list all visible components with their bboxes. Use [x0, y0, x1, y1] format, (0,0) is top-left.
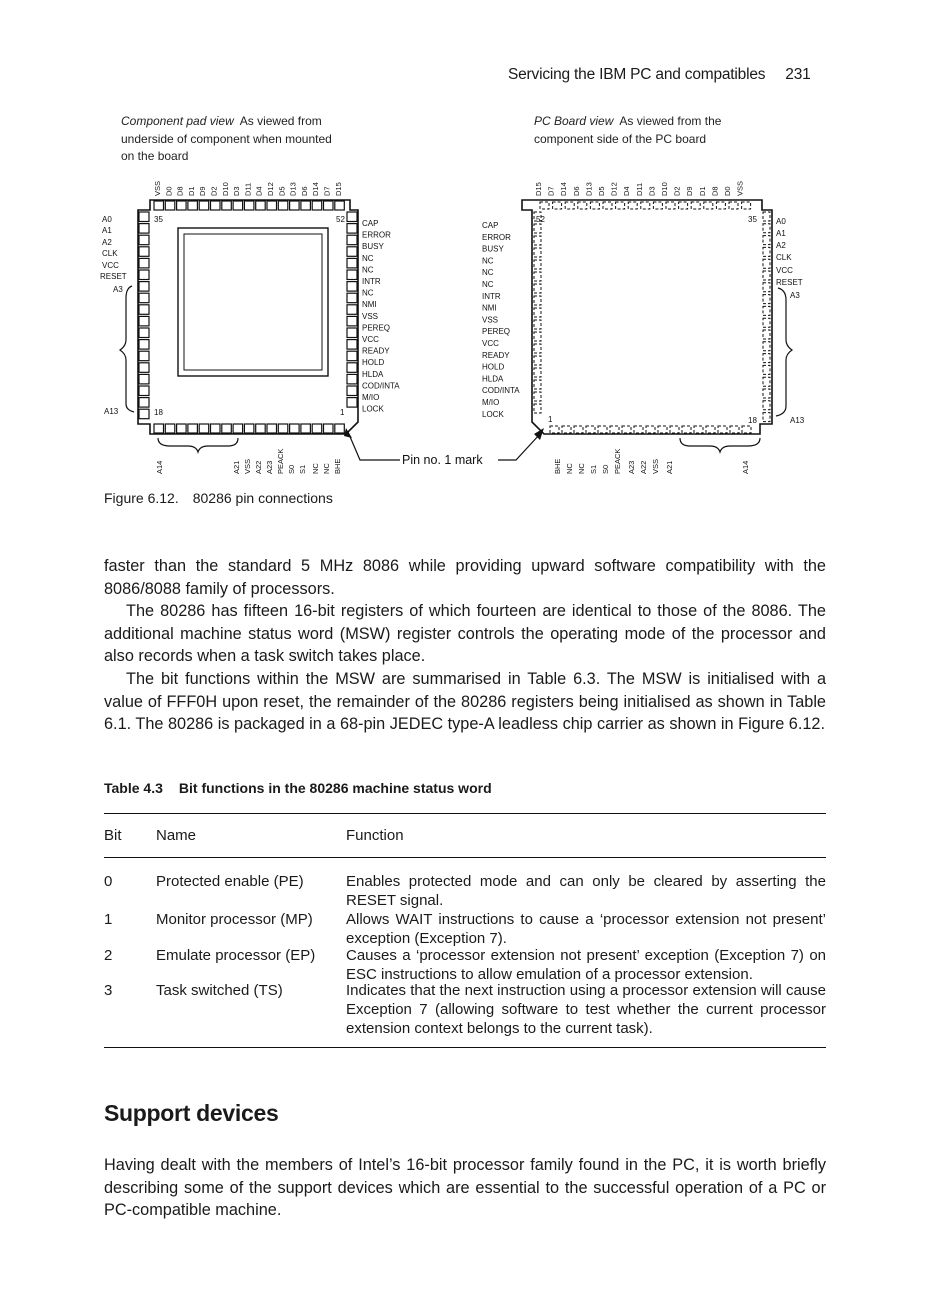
svg-text:A3: A3 — [790, 291, 800, 300]
cell-name: Protected enable (PE) — [156, 873, 304, 890]
cell-name: Monitor processor (MP) — [156, 911, 313, 928]
svg-text:52: 52 — [536, 215, 545, 224]
paragraph: Having dealt with the members of Intel’s 16-bit processor family found in the PC, it is worth briefly describing some of the support devices which are essential to the successful operation of a PC or PC-compatible machine. — [104, 1156, 826, 1220]
pin-label: BUSY — [362, 242, 384, 252]
section-paragraph — [104, 1154, 826, 1222]
table-title — [104, 780, 492, 796]
pin-label: VCC — [362, 335, 379, 344]
header-function: Function — [346, 827, 404, 844]
pin-label: INTR — [482, 291, 501, 301]
pin-label: VSS — [153, 180, 162, 196]
svg-text:35: 35 — [154, 215, 163, 224]
left-view-label: Component pad view — [121, 114, 234, 128]
pin-label: D0 — [723, 186, 732, 196]
table-caption: Bit functions in the 80286 machine status word — [178, 780, 492, 796]
pin-label: D7 — [546, 186, 556, 196]
cell-function: Enables protected mode and can only be cleared by asserting the RESET signal. — [346, 873, 826, 909]
pin-label: D2 — [209, 186, 219, 196]
cell-name: Task switched (TS) — [156, 982, 283, 999]
header-bit: Bit — [104, 827, 122, 844]
pin-label: ERROR — [362, 230, 391, 240]
pin-label: A21 — [665, 460, 674, 474]
pin-label: BUSY — [482, 244, 504, 254]
svg-text:52: 52 — [336, 215, 345, 224]
pin-label: VCC — [482, 339, 499, 348]
table-header-rule — [104, 857, 826, 858]
table-top-rule — [104, 813, 826, 814]
table-header-row — [104, 826, 826, 846]
pin-label: NC — [482, 256, 494, 266]
pin-label: D14 — [559, 182, 569, 196]
pin-label: A0 — [102, 215, 112, 224]
right-caption-line: component side of the PC board — [534, 131, 707, 146]
pin-label: D9 — [198, 186, 208, 196]
table-label: Table 4.3 — [104, 780, 163, 796]
right-chip-outline — [522, 200, 772, 434]
table-row — [104, 872, 826, 910]
section-heading: Support devices — [104, 1100, 279, 1126]
figure-title: 80286 pin connections — [192, 490, 333, 506]
pin-diagram — [100, 170, 830, 480]
figure-label: Figure 6.12. — [104, 490, 179, 506]
pin-label: NMI — [482, 303, 497, 313]
paragraph: The bit functions within the MSW are summarised in Table 6.3. The MSW is initialised with a value of FFF0H upon reset, the remainder of the 80286 registers being initialised as shown in Table 6.1. The 80286 is packaged in a 68-pin JEDEC type-A leadless chip carrier as shown in Figure 6.12. — [104, 669, 826, 734]
left-caption-line: on the board — [121, 149, 189, 163]
body-text — [104, 555, 826, 736]
pin1-mark-label: Pin no. 1 mark — [402, 453, 483, 467]
pin-label: D1 — [697, 186, 707, 196]
left-top-pin-labels — [153, 181, 343, 196]
pin-label: READY — [362, 346, 390, 356]
pin-label: NC — [482, 268, 494, 278]
pin-label: M/IO — [362, 393, 380, 402]
pin-label: A22 — [254, 460, 263, 474]
pin-label: BHE — [333, 458, 342, 474]
pin-label: CAP — [362, 219, 379, 228]
pin-label: NC — [482, 280, 494, 289]
svg-text:18: 18 — [154, 408, 163, 417]
svg-text:18: 18 — [748, 416, 757, 425]
pin-label: HOLD — [362, 358, 385, 368]
pin-label: PEREQ — [482, 327, 511, 337]
pin-label: INTR — [362, 277, 381, 286]
left-chip-outline — [138, 200, 358, 434]
pin-label: D12 — [609, 182, 619, 196]
pin-label: A14 — [741, 460, 750, 474]
pin-label: D1 — [186, 186, 196, 196]
cell-name: Emulate processor (EP) — [156, 947, 316, 964]
pin-label: S0 — [601, 464, 610, 474]
pin-label: D15 — [534, 182, 543, 196]
pin-label: D7 — [322, 186, 332, 196]
pin-label: S0 — [287, 464, 296, 474]
pin-label: D13 — [288, 182, 298, 196]
pin-label: PEACK — [613, 448, 622, 474]
svg-text:1: 1 — [548, 415, 553, 424]
cell-bit: 1 — [104, 911, 113, 928]
pin-label: VSS — [482, 315, 499, 325]
right-view-label: PC Board view — [534, 114, 614, 128]
pin-label: D0 — [164, 186, 174, 196]
cell-bit: 2 — [104, 947, 113, 964]
pin-label: ERROR — [482, 232, 511, 242]
pin-label: M/IO — [482, 398, 500, 407]
pin-label: D10 — [660, 182, 669, 196]
left-caption-line: underside of component when mounted — [121, 131, 332, 146]
pin-label: HLDA — [362, 369, 384, 379]
pin-label: D11 — [634, 182, 644, 196]
cell-function: Causes a ‘processor extension not present’ exception (Exception 7) on ESC instructions to allow emulation of a processor extension. — [346, 947, 826, 983]
pin-label: CAP — [482, 221, 499, 230]
page-number: 231 — [785, 66, 811, 83]
pin-label: D14 — [311, 182, 321, 196]
svg-text:35: 35 — [748, 215, 757, 224]
pin-label: S1 — [589, 464, 598, 474]
svg-text:A2: A2 — [776, 241, 786, 250]
pin-label: D5 — [597, 186, 606, 196]
pin-label: A23 — [627, 460, 636, 474]
right-caption-line: As viewed from the — [619, 114, 722, 128]
pin-label: NC — [362, 265, 374, 275]
pin-label: D4 — [254, 186, 264, 196]
pin-label: A21 — [232, 460, 241, 474]
pin-label: D4 — [622, 186, 632, 196]
pin-label: HOLD — [482, 362, 505, 372]
pin-label: NC — [577, 463, 586, 474]
pin-label: D8 — [175, 186, 185, 196]
pin-label: NC — [311, 463, 320, 474]
pin-label: NMI — [362, 300, 377, 310]
pin-label: S1 — [298, 464, 307, 474]
table-row — [104, 910, 826, 948]
svg-text:CLK: CLK — [776, 253, 792, 262]
pin-label: NC — [565, 463, 574, 474]
table-bottom-rule — [104, 1047, 826, 1048]
pin-label: READY — [482, 350, 510, 360]
svg-text:A3: A3 — [113, 285, 123, 294]
pin-label: NC — [322, 463, 331, 474]
pin-label: VSS — [243, 458, 252, 474]
svg-text:A13: A13 — [104, 407, 119, 416]
svg-text:RESET: RESET — [100, 272, 127, 281]
pin-label: PEACK — [276, 448, 285, 474]
header-name: Name — [156, 827, 197, 844]
paragraph: The 80286 has fifteen 16-bit registers of which fourteen are identical to those of the 8086. The additional machine status word (MSW) register controls the operating mode of the processor and also records when a task switch takes place. — [104, 602, 826, 666]
cell-function: Indicates that the next instruction using a processor extension will cause Exception 7 (allowing software to test whether the current processor extension context belongs to the current task). — [346, 982, 826, 1037]
svg-text:CLK: CLK — [102, 249, 118, 258]
pin-label: NC — [362, 288, 374, 298]
pin-label: LOCK — [482, 409, 504, 419]
pin-label: D6 — [571, 186, 581, 196]
pin-label: D12 — [266, 182, 275, 196]
svg-text:A1: A1 — [776, 229, 786, 238]
pin-label: PEREQ — [362, 323, 391, 333]
pin-label: NC — [362, 253, 374, 263]
figure-caption — [104, 490, 333, 506]
svg-text:A13: A13 — [790, 416, 805, 425]
table-row — [104, 946, 826, 984]
pin-label: VSS — [362, 311, 379, 321]
table-row — [104, 981, 826, 1038]
svg-text:1: 1 — [340, 408, 345, 417]
pin-label: VSS — [735, 180, 745, 196]
pin-label: A14 — [155, 460, 164, 474]
cell-bit: 3 — [104, 982, 113, 999]
svg-text:A0: A0 — [776, 217, 786, 226]
paragraph: faster than the standard 5 MHz 8086 while providing upward software compatibility with the 8086/8088 family of processors. — [104, 557, 826, 598]
pin-label: A22 — [639, 460, 648, 474]
svg-text:VCC: VCC — [102, 261, 119, 270]
pin-label: BHE — [553, 458, 562, 474]
right-top-pin-labels — [534, 181, 745, 196]
svg-text:VCC: VCC — [776, 266, 793, 275]
pin-label: D8 — [710, 186, 720, 196]
cell-function: Allows WAIT instructions to cause a ‘processor extension not present’ exception (Exception 7). — [346, 911, 826, 947]
left-caption-line: As viewed from — [239, 114, 322, 128]
pin-label: D3 — [647, 186, 657, 196]
pin-label: D15 — [333, 182, 343, 196]
left-view-caption — [121, 113, 332, 166]
pin-label: D10 — [220, 182, 230, 196]
pin-label: D2 — [672, 186, 682, 196]
pin-label: LOCK — [362, 404, 384, 414]
right-view-caption — [534, 113, 721, 148]
pin-label: VSS — [651, 458, 660, 474]
running-header-title: Servicing the IBM PC and compatibles — [508, 66, 766, 83]
pin-label: D6 — [299, 186, 309, 196]
pin-label: D5 — [277, 186, 287, 196]
pin-label: A23 — [265, 460, 274, 474]
pin-label: D11 — [243, 182, 253, 196]
pin-label: HLDA — [482, 374, 504, 384]
cell-bit: 0 — [104, 873, 113, 890]
pin-label: COD/INTA — [362, 381, 400, 391]
pin-label: D13 — [584, 182, 594, 196]
pin-label: D3 — [232, 186, 242, 196]
running-header — [508, 66, 811, 84]
svg-text:RESET: RESET — [776, 278, 803, 287]
pin-label: D9 — [685, 186, 695, 196]
svg-text:A2: A2 — [102, 238, 112, 247]
pin-label: COD/INTA — [482, 386, 520, 396]
svg-text:A1: A1 — [102, 226, 112, 235]
